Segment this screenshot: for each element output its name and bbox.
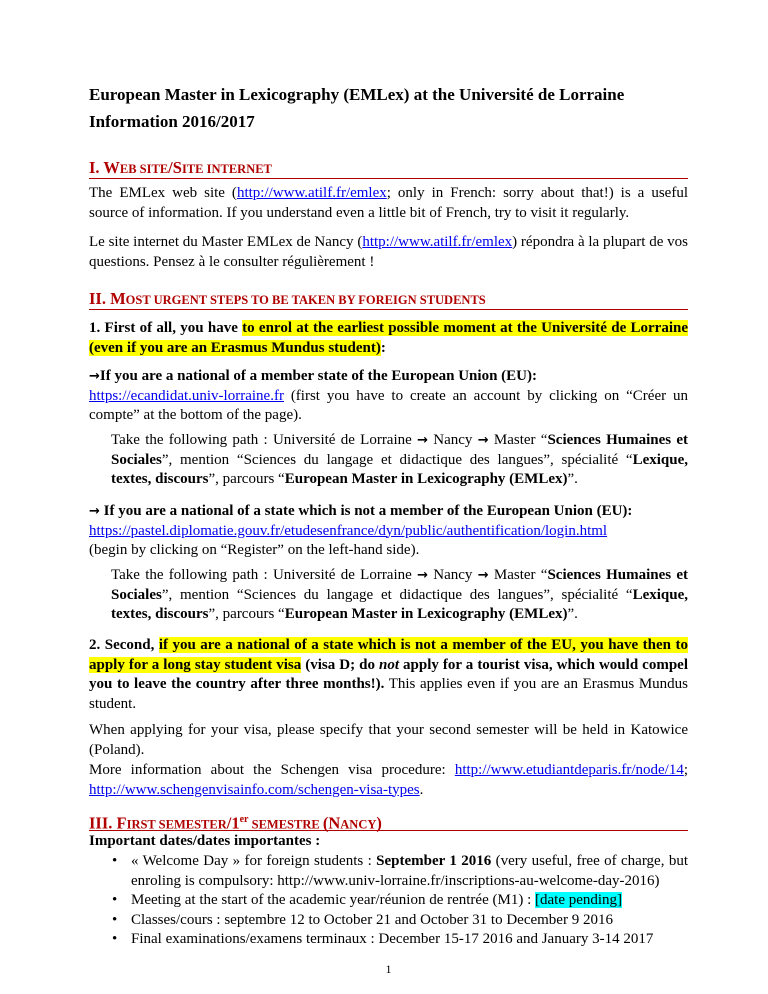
schengenvisainfo-link[interactable]: http://www.schengenvisainfo.com/schengen-visa-types (89, 781, 420, 798)
step-1-paragraph: 1. First of all, you have to enrol at the earliest possible moment at the Université de Lorraine (even if you are an Erasmus Mundus student): (89, 320, 689, 356)
title-line-1: European Master in Lexicography (EMLex) at the Université de Lorraine (89, 85, 625, 104)
section-1-paragraph-en: The EMLex web site (http://www.atilf.fr/emlex; only in French: sorry about that!) is a useful source of information. If you understand even a little bit of French, try to visit it regularly. (89, 185, 688, 221)
eu-path-paragraph: Take the following path : Université de Lorraine → Nancy → Master “Sciences Humaines et Sociales”, mention “Sciences du langage et didactique des langues”, spécialité “Lexique, textes, discours”, parcours “European Master in Lexicography (EMLex)”. (111, 432, 689, 487)
ecandidat-link[interactable]: https://ecandidat.univ-lorraine.fr (89, 387, 284, 404)
arrow-right-icon: → (89, 369, 100, 384)
etudiantdeparis-link[interactable]: http://www.etudiantdeparis.fr/node/14 (454, 762, 684, 778)
non-eu-national-paragraph: → If you are a national of a state which is not a member of the European Union (EU): https://pastel.diplomatie.gouv.fr/etudesenfrance/dyn/public/authentification/login.html (begin by clicking on “Register” on the left-hand side). (89, 503, 633, 558)
section-1-rule (89, 178, 688, 179)
schengen-info-paragraph: More information about the Schengen visa procedure: http://www.etudiantdeparis.fr/node/14; http://www.schengenvisainfo.com/schengen-visa-types. (89, 762, 688, 798)
list-item: • Classes/cours : septembre 12 to October 21 and October 31 to December 9 2016 (107, 911, 688, 931)
pastel-link[interactable]: https://pastel.diplomatie.gouv.fr/etudesenfrance/dyn/public/authentification/login.html (89, 522, 608, 539)
arrow-right-icon: → (417, 433, 428, 448)
non-eu-path-paragraph: Take the following path : Université de Lorraine → Nancy → Master “Sciences Humaines et Sociales”, mention “Sciences du langage et didactique des langues”, spécialité “Lexique, textes, discours”, parcours “European Master in Lexicography (EMLex)”. (111, 567, 689, 622)
dates-list (107, 852, 688, 950)
title-line-2: Information 2016/2017 (89, 112, 255, 131)
document-title (89, 81, 689, 135)
visa-paragraph: When applying for your visa, please specify that your second semester will be held in Katowice (Poland). (89, 722, 688, 758)
bullet-icon: • (112, 853, 118, 869)
arrow-right-icon: → (417, 568, 428, 583)
eu-national-paragraph: →If you are a national of a member state of the European Union (EU): https://ecandidat.univ-lorraine.fr (first you have to create an account by clicking on “Créer un compte” at the bottom of the page). (89, 368, 688, 423)
arrow-right-icon: → (89, 504, 100, 519)
bullet-icon: • (112, 892, 118, 908)
section-2-heading: II. MOST URGENT STEPS TO BE TAKEN BY FOREIGN STUDENTS (89, 289, 486, 308)
list-item: • Meeting at the start of the academic year/réunion de rentrée (M1) : [date pending] (107, 891, 688, 911)
step-2-paragraph: 2. Second, if you are a national of a state which is not a member of the EU, you have then to apply for a long stay student visa (visa D; do not apply for a tourist visa, which would compel you to leave the country after three months!). This applies even if you are an Erasmus Mundus student. (89, 637, 689, 712)
arrow-right-icon: → (477, 568, 489, 583)
section-3-heading: III. FIRST SEMESTER/1er SEMESTRE (NANCY) (89, 813, 382, 833)
page-number: 1 (385, 962, 392, 976)
section-3-rule (89, 830, 688, 831)
bullet-icon: • (112, 931, 118, 947)
bullet-icon: • (112, 911, 118, 928)
emlex-site-link-fr[interactable]: http://www.atilf.fr/emlex (362, 234, 513, 250)
emlex-site-link[interactable]: http://www.atilf.fr/emlex (236, 185, 387, 201)
important-dates-title: Important dates/dates importantes : (89, 833, 321, 849)
section-2-rule (89, 309, 688, 310)
section-1-paragraph-fr: Le site internet du Master EMLex de Nancy (http://www.atilf.fr/emlex) répondra à la plupart de vos questions. Pensez à le consulter régulièrement ! (89, 234, 688, 270)
section-1-heading: I. WEB SITE/SITE INTERNET (89, 158, 272, 177)
list-item: • « Welcome Day » for foreign students : September 1 2016 (very useful, free of charge, but enroling is compulsory: http://www.univ-lorraine.fr/inscriptions-au-welcome-day-2016) (112, 853, 688, 889)
arrow-right-icon: → (477, 433, 489, 448)
list-item: • Final examinations/examens terminaux : December 15-17 2016 and January 3-14 2017 (107, 930, 688, 950)
